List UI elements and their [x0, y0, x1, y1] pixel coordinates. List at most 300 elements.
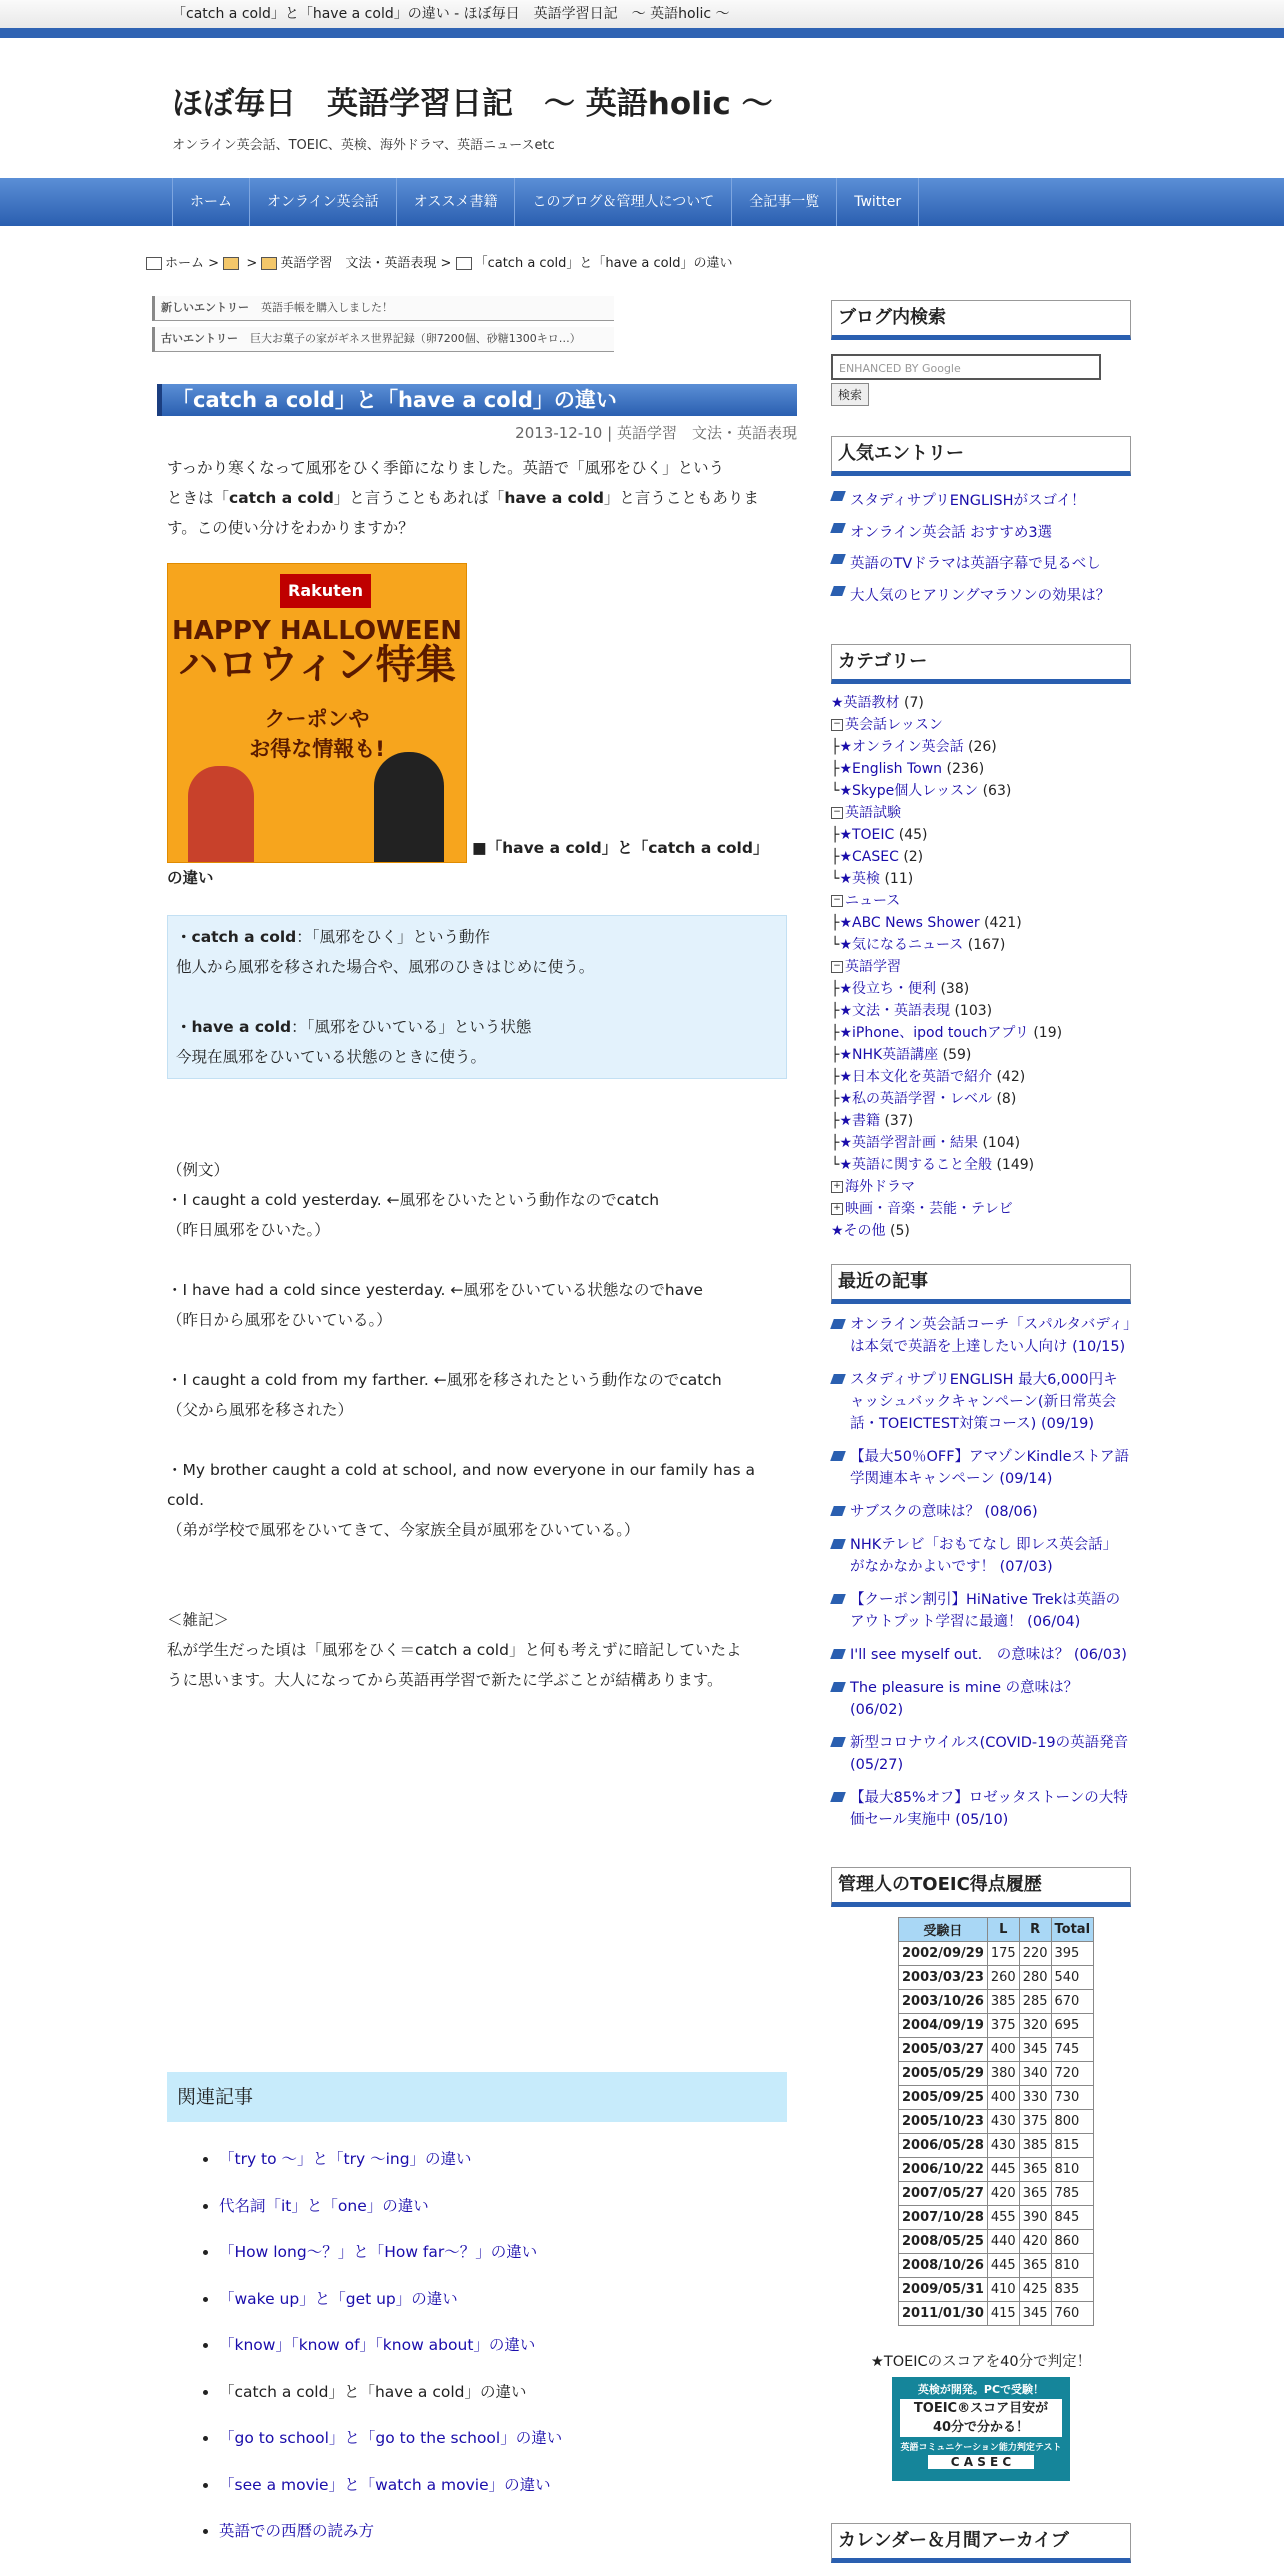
related-link[interactable]: 「wake up」と「get up」の違い: [219, 2289, 458, 2308]
tree-branch-icon: ├: [831, 1025, 840, 1041]
category-link[interactable]: ★NHK英語講座: [839, 1047, 939, 1063]
category-item[interactable]: [831, 1198, 1131, 1220]
recent-link[interactable]: 新型コロナウイルス(COVID-19の英語発音 (05/27): [850, 1735, 1129, 1773]
recent-link[interactable]: サブスクの意味は？ (08/06): [850, 1504, 1038, 1520]
category-item[interactable]: [831, 824, 1131, 846]
definition-desc: 他人から風邪を移された場合や、風邪のひきはじめに使う。: [176, 958, 595, 976]
category-count: (7): [904, 695, 924, 711]
table-cell: 425: [1019, 2278, 1051, 2302]
recent-link[interactable]: スタディサプリENGLISH 最大6,000円キャッシュバックキャンペーン(新日常英会話・TOEICTEST対策コース) (09/19): [850, 1372, 1118, 1432]
table-row: [899, 2014, 1094, 2038]
tree-branch-icon: └: [831, 937, 840, 953]
category-count: (11): [884, 871, 914, 887]
top-strip: [0, 0, 1284, 28]
recent-link[interactable]: 【クーポン割引】HiNative Trekは英語のアウトプット学習に最適！ (06/04): [850, 1592, 1121, 1630]
table-cell: 340: [1019, 2062, 1051, 2086]
table-cell: 380: [987, 2062, 1019, 2086]
popular-item[interactable]: [831, 486, 1131, 518]
newer-entry-link[interactable]: [152, 296, 614, 321]
recent-item[interactable]: [831, 1589, 1131, 1633]
older-entry-title[interactable]: 巨大お菓子の家がギネス世界記録（卵7200個、砂糖1300キロ…）: [250, 332, 581, 345]
table-cell: 2007/10/28: [899, 2206, 988, 2230]
page-title: 「catch a cold」と「have a cold」の違い - ほぼ毎日 英語学習日記 ～ 英語holic ～: [172, 6, 730, 22]
related-item[interactable]: [219, 2229, 787, 2276]
table-cell: 400: [987, 2086, 1019, 2110]
breadcrumb-current: 「catch a cold」と「have a cold」の違い: [474, 256, 733, 271]
category-link[interactable]: ニュース: [845, 893, 901, 909]
breadcrumb-category[interactable]: 英語学習 文法・英語表現: [280, 256, 437, 271]
nav-twitter[interactable]: Twitter: [837, 178, 919, 226]
category-item[interactable]: [831, 714, 1131, 736]
example-translation: （昨日風邪をひいた。）: [167, 1221, 330, 1239]
site-header: [0, 38, 1284, 178]
table-cell: 2005/10/23: [899, 2110, 988, 2134]
note-label: ＜雑記＞: [167, 1611, 230, 1629]
table-cell: 695: [1051, 2014, 1094, 2038]
category-link[interactable]: ★文法・英語表現: [839, 1003, 950, 1019]
intro-bold: catch a cold: [229, 489, 334, 507]
category-item[interactable]: [831, 1176, 1131, 1198]
recent-item[interactable]: [831, 1501, 1131, 1523]
table-header: 受験日: [899, 1918, 988, 1942]
table-cell: 375: [1019, 2110, 1051, 2134]
tree-branch-icon: ├: [831, 827, 840, 843]
nav-online-eikaiwa[interactable]: オンライン英会話: [250, 178, 397, 226]
table-header: L: [987, 1918, 1019, 1942]
post-body: [157, 453, 797, 1695]
category-item[interactable]: [831, 912, 1131, 934]
category-link[interactable]: ★TOEIC: [839, 827, 895, 843]
casec-banner[interactable]: [892, 2377, 1070, 2481]
category-link[interactable]: 英会話レッスン: [845, 717, 943, 733]
halloween-banner[interactable]: [167, 563, 467, 863]
site-description: オンライン英会話、TOEIC、英検、海外ドラマ、英語ニュースetc: [172, 138, 555, 153]
category-item[interactable]: [831, 692, 1131, 714]
category-link[interactable]: ★書籍: [839, 1113, 880, 1129]
category-link[interactable]: ★英語に関すること全般: [839, 1157, 992, 1173]
table-cell: 365: [1019, 2254, 1051, 2278]
table-cell: 430: [987, 2110, 1019, 2134]
recent-link[interactable]: I'll see myself out. の意味は？ (06/03): [850, 1647, 1127, 1663]
tree-branch-icon: ├: [831, 1047, 840, 1063]
category-count: (421): [984, 915, 1022, 931]
category-link[interactable]: 映画・音楽・芸能・テレビ: [845, 1201, 1013, 1217]
table-row: [899, 2278, 1094, 2302]
older-entry-link[interactable]: [152, 327, 614, 352]
table-cell: 365: [1019, 2182, 1051, 2206]
category-item[interactable]: [831, 1022, 1131, 1044]
category-item[interactable]: [831, 1132, 1131, 1154]
table-cell: 745: [1051, 2038, 1094, 2062]
table-cell: 400: [987, 2038, 1019, 2062]
intro-text: ときは「: [167, 489, 230, 507]
recent-link[interactable]: オンライン英会話コーチ「スパルタバディ」は本気で英語を上達したい人向け (10/15): [850, 1317, 1131, 1355]
category-link[interactable]: ★役立ち・便利: [839, 981, 936, 997]
category-list: [831, 692, 1131, 1242]
tree-branch-icon: └: [831, 1157, 840, 1173]
tree-branch-icon: ├: [831, 981, 840, 997]
casec-line: TOEIC®スコア目安が: [900, 2399, 1062, 2418]
table-cell: 720: [1051, 2062, 1094, 2086]
category-link[interactable]: ★English Town: [839, 761, 943, 777]
tree-branch-icon: ├: [831, 1003, 840, 1019]
popular-item[interactable]: [831, 549, 1131, 581]
category-count: (104): [982, 1135, 1021, 1151]
tree-branch-icon: ├: [831, 1135, 840, 1151]
table-row: [899, 2134, 1094, 2158]
recent-link[interactable]: The pleasure is mine の意味は？ (06/02): [850, 1680, 1079, 1718]
recent-item[interactable]: [831, 1314, 1131, 1358]
related-item[interactable]: [219, 2508, 787, 2555]
intro-text: 」と言うこともあれば「: [333, 489, 505, 507]
tree-toggle-icon[interactable]: −: [831, 895, 843, 907]
tree-branch-icon: └: [831, 783, 840, 799]
table-row: [899, 1990, 1094, 2014]
category-heading: カテゴリー: [831, 644, 1131, 684]
related-link[interactable]: 「know」「know of」「know about」の違い: [219, 2336, 536, 2354]
breadcrumb-separator: >: [440, 256, 452, 271]
category-link[interactable]: ★その他: [831, 1223, 886, 1239]
popular-link[interactable]: オンライン英会話 おすすめ3選: [850, 524, 1053, 541]
example-translation: （父から風邪を移された）: [167, 1401, 354, 1419]
newer-entry-label: 新しいエントリー: [161, 301, 249, 314]
document-icon: [456, 257, 472, 270]
table-row: [899, 1942, 1094, 1966]
table-row: [899, 2062, 1094, 2086]
note-text: うに思います。大人になってから英語再学習で新たに学ぶことが結構あります。: [167, 1671, 723, 1689]
definition-term: [176, 1012, 778, 1042]
table-cell: 815: [1051, 2134, 1094, 2158]
related-item[interactable]: [219, 2183, 787, 2230]
table-cell: 285: [1019, 1990, 1051, 2014]
table-cell: 2005/05/29: [899, 2062, 988, 2086]
table-cell: 175: [987, 1942, 1019, 1966]
related-item[interactable]: [219, 2322, 787, 2369]
category-count: (63): [982, 783, 1012, 799]
related-posts: [167, 2072, 787, 2555]
category-link[interactable]: ★日本文化を英語で紹介: [839, 1069, 992, 1085]
tree-toggle-icon[interactable]: +: [831, 1203, 843, 1215]
table-cell: 2003/10/26: [899, 1990, 988, 2014]
recent-link[interactable]: 【最大85%オフ】ロゼッタストーンの大特価セール実施中 (05/10): [850, 1790, 1128, 1828]
table-cell: 445: [987, 2254, 1019, 2278]
category-item[interactable]: [831, 1154, 1131, 1176]
category-link[interactable]: ★Skype個人レッスン: [839, 783, 979, 799]
tree-branch-icon: ├: [831, 761, 840, 777]
category-link[interactable]: ★ABC News Shower: [839, 915, 980, 931]
breadcrumb-separator: >: [246, 256, 258, 271]
table-cell: 2008/10/26: [899, 2254, 988, 2278]
tree-toggle-icon[interactable]: +: [831, 1181, 843, 1193]
category-item[interactable]: [831, 1088, 1131, 1110]
site-title[interactable]: ほぼ毎日 英語学習日記 ～ 英語holic ～: [172, 86, 773, 122]
category-link[interactable]: 海外ドラマ: [845, 1179, 915, 1195]
popular-heading: 人気エントリー: [831, 436, 1131, 476]
related-link[interactable]: 「How long～？」と「How far～？」の違い: [219, 2243, 538, 2261]
related-link[interactable]: 「see a movie」と「watch a movie」の違い: [219, 2475, 551, 2494]
related-link[interactable]: 「go to school」と「go to the school」の違い: [219, 2429, 563, 2447]
category-item[interactable]: [831, 758, 1131, 780]
recent-item[interactable]: [831, 1369, 1131, 1435]
example-translation: （弟が学校で風邪をひいてきて、今家族全員が風邪をひいている。）: [167, 1521, 640, 1539]
related-item[interactable]: [219, 2415, 787, 2462]
recent-item[interactable]: [831, 1644, 1131, 1666]
casec-logo: C A S E C: [928, 2455, 1034, 2469]
table-row: [899, 2254, 1094, 2278]
rakuten-logo: Rakuten: [280, 574, 371, 608]
recent-heading: 最近の記事: [831, 1264, 1131, 1304]
spacer: [176, 982, 778, 1012]
category-count: (45): [898, 827, 928, 843]
tree-toggle-icon[interactable]: −: [831, 719, 843, 731]
table-cell: 445: [987, 2158, 1019, 2182]
table-cell: 220: [1019, 1942, 1051, 1966]
banner-copy-line: クーポンや: [264, 707, 370, 731]
calendar-heading: カレンダー＆月間アーカイブ: [831, 2523, 1131, 2563]
table-cell: 320: [1019, 2014, 1051, 2038]
table-cell: 835: [1051, 2278, 1094, 2302]
casec-line: 40分で分かる！: [900, 2418, 1062, 2437]
recent-link[interactable]: NHKテレビ「おもてなし 即レス英会話」がなかなかよいです！ (07/03): [850, 1537, 1118, 1575]
tree-branch-icon: ├: [831, 1113, 840, 1129]
intro-line: [167, 483, 787, 513]
breadcrumb-home[interactable]: ホーム: [165, 256, 205, 271]
popular-item[interactable]: [831, 581, 1131, 613]
category-item[interactable]: [831, 846, 1131, 868]
table-row: [899, 2110, 1094, 2134]
category-item[interactable]: [831, 736, 1131, 758]
term-text: ：「風邪をひく」という動作: [296, 928, 491, 946]
table-cell: 395: [1051, 1942, 1094, 1966]
table-cell: 430: [987, 2134, 1019, 2158]
table-cell: 2002/09/29: [899, 1942, 988, 1966]
spacer: [167, 1245, 787, 1275]
category-item[interactable]: [831, 802, 1131, 824]
search-heading: ブログ内検索: [831, 300, 1131, 340]
table-cell: 785: [1051, 2182, 1094, 2206]
category-count: (167): [967, 937, 1006, 953]
category-count: (26): [968, 739, 997, 755]
table-cell: 330: [1019, 2086, 1051, 2110]
category-count: (37): [884, 1113, 914, 1129]
child-figure: [374, 752, 444, 862]
table-row: [899, 2230, 1094, 2254]
example-sentence: ・I caught a cold from my farther. ←風邪を移されたという動作なのでcatch: [167, 1371, 722, 1389]
table-cell: 2006/05/28: [899, 2134, 988, 2158]
home-icon: [146, 257, 162, 270]
intro-line: す。この使い分けをわかりますか？: [167, 519, 414, 537]
breadcrumb: [146, 252, 732, 271]
example-translation: （昨日から風邪をひいている。）: [167, 1311, 392, 1329]
category-count: (42): [996, 1069, 1026, 1085]
category-link[interactable]: ★CASEC: [839, 849, 899, 865]
category-item[interactable]: [831, 1066, 1131, 1088]
table-header: Total: [1051, 1918, 1094, 1942]
recent-link[interactable]: 【最大50％OFF】アマゾンKindleストア語学関連本キャンペーン (09/14): [850, 1449, 1130, 1487]
table-cell: 2011/01/30: [899, 2302, 988, 2326]
category-item[interactable]: [831, 868, 1131, 890]
popular-link[interactable]: 大人気のヒアリングマラソンの効果は？: [850, 587, 1111, 604]
table-row: [899, 1966, 1094, 1990]
post-category-link[interactable]: 英語学習 文法・英語表現: [616, 424, 797, 442]
table-cell: 730: [1051, 2086, 1094, 2110]
subheading: ■「have a cold」と「catch a cold」: [471, 839, 769, 857]
term-bold: ・have a cold: [176, 1018, 292, 1036]
popular-item[interactable]: [831, 518, 1131, 550]
table-cell: 760: [1051, 2302, 1094, 2326]
table-cell: 345: [1019, 2302, 1051, 2326]
related-item[interactable]: [219, 2462, 787, 2509]
category-link[interactable]: ★気になるニュース: [839, 937, 964, 953]
category-count: (38): [940, 981, 970, 997]
spacer: [167, 1335, 787, 1365]
table-cell: 2008/05/25: [899, 2230, 988, 2254]
toeic-heading: 管理人のTOEIC得点履歴: [831, 1867, 1131, 1907]
category-item[interactable]: [831, 1000, 1131, 1022]
term-bold: ・catch a cold: [176, 928, 297, 946]
post-meta-separator: |: [607, 424, 613, 442]
table-cell: 845: [1051, 2206, 1094, 2230]
related-item-current: [219, 2369, 787, 2416]
spacer: [167, 1079, 787, 1155]
table-cell: 2007/05/27: [899, 2182, 988, 2206]
toeic-table-body: [899, 1942, 1094, 2326]
related-item[interactable]: [219, 2136, 787, 2183]
example-sentence: ・I have had a cold since yesterday. ←風邪をひいている状態なのでhave: [167, 1281, 703, 1299]
category-link[interactable]: ★英検: [839, 871, 880, 887]
table-row: [899, 2158, 1094, 2182]
tree-branch-icon: ├: [831, 915, 840, 931]
example-sentence: ・I caught a cold yesterday. ←風邪をひいたという動作なのでcatch: [167, 1191, 660, 1209]
category-link[interactable]: ★私の英語学習・レベル: [839, 1091, 992, 1107]
banner-copy-line: お得な情報も!: [249, 737, 385, 761]
toeic-score-table: [898, 1917, 1094, 2326]
table-row: [899, 2182, 1094, 2206]
recent-item[interactable]: [831, 1732, 1131, 1776]
table-cell: 810: [1051, 2254, 1094, 2278]
nav-about[interactable]: このブログ＆管理人について: [515, 178, 732, 226]
top-accent-bar: [0, 28, 1284, 38]
table-cell: 2006/10/22: [899, 2158, 988, 2182]
subheading-cont: [167, 863, 787, 893]
post-meta: [157, 422, 797, 443]
table-cell: 455: [987, 2206, 1019, 2230]
subheading: の違い: [167, 869, 214, 887]
spacer: [167, 1545, 787, 1605]
category-count: (59): [942, 1047, 972, 1063]
nav-home[interactable]: ホーム: [173, 178, 250, 226]
popular-link[interactable]: スタディサプリENGLISHがスゴイ！: [850, 493, 1086, 509]
nav-books[interactable]: オススメ書籍: [397, 178, 516, 226]
category-link[interactable]: ★オンライン英会話: [839, 739, 964, 755]
category-count: (2): [903, 849, 924, 865]
definition-term: [176, 922, 778, 952]
table-cell: 2005/03/27: [899, 2038, 988, 2062]
table-cell: 2004/09/19: [899, 2014, 988, 2038]
tree-toggle-icon[interactable]: −: [831, 807, 843, 819]
sidebar: [831, 300, 1131, 2563]
tree-toggle-icon[interactable]: −: [831, 961, 843, 973]
category-item[interactable]: [831, 1044, 1131, 1066]
breadcrumb-separator: >: [208, 256, 220, 271]
category-item[interactable]: [831, 1110, 1131, 1132]
category-count: (236): [946, 761, 985, 777]
recent-item[interactable]: [831, 1677, 1131, 1721]
table-cell: 365: [1019, 2158, 1051, 2182]
folder-open-icon: [261, 257, 277, 270]
category-item[interactable]: [831, 890, 1131, 912]
table-cell: 420: [987, 2182, 1019, 2206]
table-cell: 440: [987, 2230, 1019, 2254]
category-link[interactable]: ★iPhone、ipod touchアプリ: [839, 1025, 1029, 1041]
tree-branch-icon: ├: [831, 739, 840, 755]
table-cell: 2003/03/23: [899, 1966, 988, 1990]
definition-desc: 今現在風邪をひいている状態のときに使う。: [176, 1048, 487, 1066]
recent-list: [831, 1314, 1131, 1831]
tree-branch-icon: ├: [831, 1091, 840, 1107]
table-cell: 260: [987, 1966, 1019, 1990]
related-link[interactable]: 代名詞「it」と「one」の違い: [219, 2196, 429, 2215]
recent-item[interactable]: [831, 1787, 1131, 1831]
post-date: 2013-12-10: [515, 424, 603, 442]
recent-item[interactable]: [831, 1534, 1131, 1578]
category-link[interactable]: ★英語教材: [831, 695, 900, 711]
global-nav: [0, 178, 1284, 226]
table-cell: 420: [1019, 2230, 1051, 2254]
popular-list: [831, 486, 1131, 612]
newer-entry-title[interactable]: 英語手帳を購入しました！: [261, 301, 393, 314]
search-button[interactable]: 検索: [831, 383, 869, 406]
category-item[interactable]: [831, 780, 1131, 802]
definition-box: [167, 915, 787, 1079]
note-text: 私が学生だった頃は「風邪をひく＝catch a cold」と何も考えずに暗記していたよ: [167, 1641, 742, 1659]
table-cell: 540: [1051, 1966, 1094, 1990]
banner-headline: HAPPY HALLOWEEN: [171, 616, 463, 646]
table-cell: 810: [1051, 2158, 1094, 2182]
casec-line: 英検が開発。PCで受験！: [917, 2383, 1045, 2396]
table-cell: 410: [987, 2278, 1019, 2302]
tree-branch-icon: ├: [831, 849, 840, 865]
category-item[interactable]: [831, 978, 1131, 1000]
table-row: [899, 2086, 1094, 2110]
tree-branch-icon: └: [831, 871, 840, 887]
banner-row: [167, 543, 787, 863]
category-link[interactable]: ★英語学習計画・結果: [839, 1135, 978, 1151]
casec-caption: ★TOEICのスコアを40分で判定！: [870, 2354, 1092, 2370]
related-link[interactable]: 「try to ～」と「try ～ing」の違い: [219, 2150, 472, 2168]
popular-link[interactable]: 英語のTVドラマは英語字幕で見るべし: [850, 556, 1101, 572]
table-cell: 280: [1019, 1966, 1051, 1990]
category-link[interactable]: 英語学習: [845, 959, 901, 975]
search-input[interactable]: ENHANCED BY Google: [831, 354, 1101, 380]
recent-item[interactable]: [831, 1446, 1131, 1490]
older-entry-label: 古いエントリー: [161, 332, 238, 345]
related-link[interactable]: 英語での西暦の読み方: [219, 2522, 375, 2540]
category-item[interactable]: [831, 1220, 1131, 1242]
nav-all-posts[interactable]: 全記事一覧: [732, 178, 837, 226]
table-cell: 345: [1019, 2038, 1051, 2062]
category-item[interactable]: [831, 956, 1131, 978]
intro-text: 」と言うこともありま: [603, 489, 759, 507]
category-count: (149): [996, 1157, 1035, 1173]
intro-line: すっかり寒くなって風邪をひく季節になりました。英語で「風邪をひく」という: [167, 459, 725, 477]
post-title: 「catch a cold」と「have a cold」の違い: [157, 384, 797, 416]
table-header: R: [1019, 1918, 1051, 1942]
table-cell: 415: [987, 2302, 1019, 2326]
category-link[interactable]: 英語試験: [845, 805, 901, 821]
related-item[interactable]: [219, 2276, 787, 2323]
category-item[interactable]: [831, 934, 1131, 956]
